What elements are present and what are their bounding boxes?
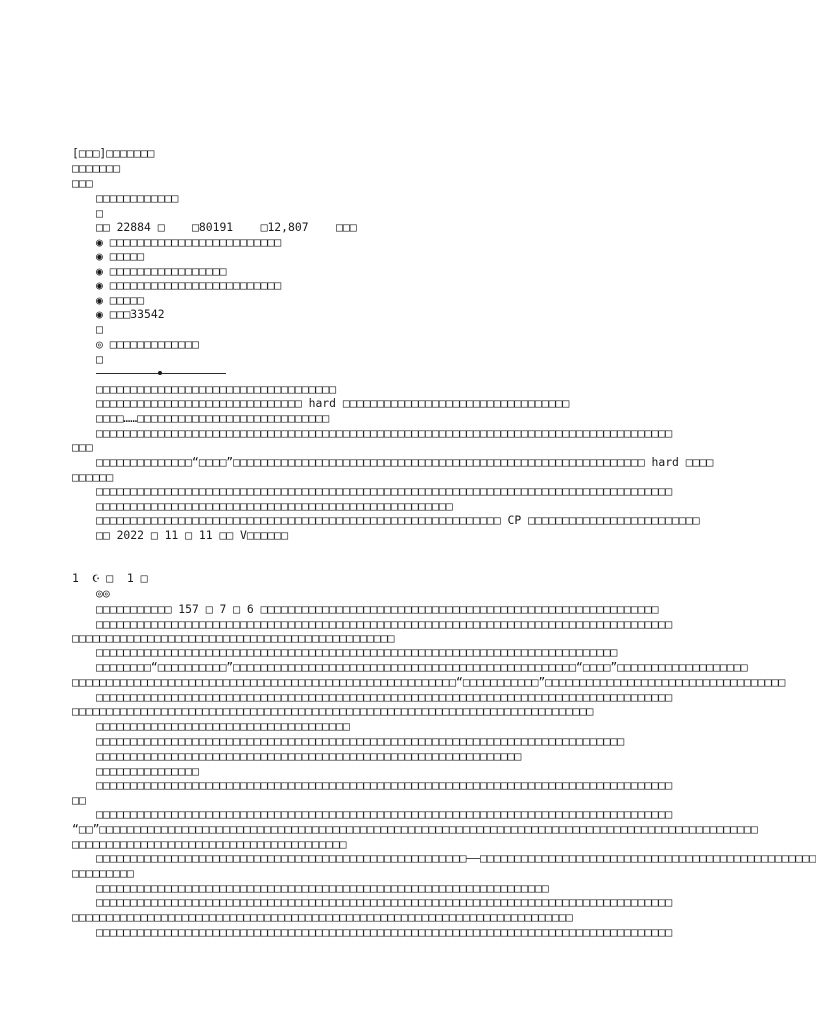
info-bullet: ◉ □□□□□□□□□□□□□□□□□□□□□□□□□	[96, 235, 282, 249]
chapter-line: □□□□□□□□□□□□□□□□□□□□□□□□□□□□□□□□□□□□□□□□□□□□□□□□□□□□□□□□□□□□□□□□□□□□□□□□□□□□□□□□□□□□	[96, 617, 673, 631]
chapter-line: □□□□□□□□□□□□□□□□□□□□□□□□□□□□□□□□□□□□□□□□□□□□□□□□□□□□□□□□□□□□□□	[96, 749, 522, 763]
chapter-line: □□□□□□□□□□□□□□□□□□□□□□□□□□□□□□□□□□□□□□□□□□□□□□□	[72, 631, 395, 645]
chapter-line: □□□□□□□□□□□□□□□□□□□□□□□□□□□□□□□□□□□□□	[96, 719, 350, 733]
info-bullet: ◉ □□□33542	[96, 307, 165, 321]
chapter-heading: 1 ☪ □ 1 □	[72, 571, 148, 585]
intro-line: □□□□□□□□□□□□□□□□□□□□□□□□□□□□□□□□□□□□□□□□□□□□□□□□□□□□	[96, 499, 453, 513]
info-bullet: ◉ □□□□□□□□□□□□□□□□□□□□□□□□□	[96, 278, 282, 292]
chapter-line: □□□□□□□□□□□□□□□□□□□□□□□□□□□□□□□□□□□□□□□□	[72, 837, 347, 851]
info-bullet: ◉ □□□□□□□□□□□□□□□□□	[96, 264, 227, 278]
chapter-line: □□□□□□□□□□□□□□□□□□□□□□□□□□□□□□□□□□□□□□□□□□□□□□□□□□□□□□□□□□□□□□□□□□□□□□□□□□□□	[72, 704, 594, 718]
intro-line: □□□□□□□□□□□□□□□□□□□□□□□□□□□□□□□□□□□□□□□□□□□□□□□□□□□□□□□□□□□ CP □□□□□□□□□□□□□□□□□□□□□□□□□	[96, 513, 700, 527]
info-bullet: ◉ □□□□□	[96, 293, 145, 307]
intro-line: □□□□□□□□□□□□□□□□□□□□□□□□□□□□□□ hard □□□□□□□□□□□□□□□□□□□□□□□□□□□□□□□□□	[96, 396, 570, 410]
chapter-line: □□□□□□□□□□□□□□□□□□□□□□□□□□□□□□□□□□□□□□□□□□□□□□□□□□□□□□□□□□□□□□□□□□□□□□□□□□□□□□□□□□□□	[96, 895, 673, 909]
intro-line: □□□□……□□□□□□□□□□□□□□□□□□□□□□□□□□□□	[96, 411, 330, 425]
chapter-line: □□□□□□□□□□□□□□□□□□□□□□□□□□□□□□□□□□□□□□□□□□□□□□□□□□□□□□□□□□□□□□□□□□	[96, 881, 549, 895]
chapter-line: □□□□□□□□□□□□□□□□□□□□□□□□□□□□□□□□□□□□□□□□□□□□□□□□□□□□□□□□□□□□□□□□□□□□□□□□□□□□□□□□□□□□	[96, 925, 673, 939]
chapter-line: □□□□□□□□□□□ 157 □ 7 □ 6 □□□□□□□□□□□□□□□□□□□□□□□□□□□□□□□□□□□□□□□□□□□□□□□□□□□□□□□□□□	[96, 602, 659, 616]
intro-line: □□□	[72, 440, 93, 454]
chapter-line: □□□□□□□□□□□□□□□	[96, 764, 199, 778]
info-blank: □	[96, 352, 103, 366]
chapter-line: □□	[72, 793, 86, 807]
chapter-line: □□□□□□□□□□□□□□□□□□□□□□□□□□□□□□□□□□□□□□□□□□□□□□□□□□□□□□□□□□□□□□□□□□□□□□□□□□□□□□□□□□□□	[96, 778, 673, 792]
info-line: □□□□□□□□□□□□	[96, 191, 179, 205]
intro-line: □□□□□□□□□□□□□□□□□□□□□□□□□□□□□□□□□□□	[96, 382, 337, 396]
chapter-line: “□□”□□□□□□□□□□□□□□□□□□□□□□□□□□□□□□□□□□□□□□□□□□□□□□□□□□□□□□□□□□□□□□□□□□□□□□□□□□□□□□□□□□□□□□□□□□□□□□□□	[72, 822, 758, 836]
circle-note: ◎ □□□□□□□□□□□□□	[96, 337, 199, 351]
doc-author-line: □□□	[72, 176, 93, 190]
divider-dot	[158, 371, 162, 375]
doc-title: [□□□]□□□□□□□	[72, 146, 155, 160]
chapter-line: □□□□□□□□□□□□□□□□□□□□□□□□□□□□□□□□□□□□□□□□□□□□□□□□□□□□□□□□“□□□□□□□□□□□”□□□□□□□□□□□□□□□□□□□□□□□□□□□□□□□□□□□	[72, 675, 786, 689]
info-bullet: ◉ □□□□□	[96, 249, 145, 263]
intro-line: □□□□□□	[72, 470, 114, 484]
intro-line: □□□□□□□□□□□□□□□□□□□□□□□□□□□□□□□□□□□□□□□□□□□□□□□□□□□□□□□□□□□□□□□□□□□□□□□□□□□□□□□□□□□□	[96, 484, 673, 498]
chapter-line: □□□□□□□□□	[72, 866, 134, 880]
chapter-mark: ◎◎	[96, 586, 110, 600]
chapter-line: □□□□□□□□□□□□□□□□□□□□□□□□□□□□□□□□□□□□□□□□□□□□□□□□□□□□□□□□□□□□□□□□□□□□□□□□□□□□□	[96, 734, 625, 748]
info-blank: □	[96, 322, 103, 336]
chapter-line: □□□□□□□□□□□□□□□□□□□□□□□□□□□□□□□□□□□□□□□□□□□□□□□□□□□□□□□□□□□□□□□□□□□□□□□□□□□□□□□□□□□□	[96, 807, 673, 821]
chapter-line: □□□□□□□□□□□□□□□□□□□□□□□□□□□□□□□□□□□□□□□□□□□□□□□□□□□□□□□□□□□□□□□□□□□□□□□□□□□□□□□□□□□□	[96, 690, 673, 704]
chapter-line: □□□□□□□□□□□□□□□□□□□□□□□□□□□□□□□□□□□□□□□□□□□□□□□□□□□□□□□□□□□□□□□□□□□□□□□□□	[72, 910, 573, 924]
chapter-line: □□□□□□□□□□□□□□□□□□□□□□□□□□□□□□□□□□□□□□□□□□□□□□□□□□□□□□——□□□□□□□□□□□□□□□□□□□□□□□□□□□□□□□□□□□□□□□□□□□□□□□□□	[96, 851, 816, 865]
chapter-line: □□□□□□□□“□□□□□□□□□□”□□□□□□□□□□□□□□□□□□□□□□□□□□□□□□□□□□□□□□□□□□□□□□□□□□“□□□□”□□□□□□□□□□□□□□□□□□□	[96, 660, 748, 674]
intro-line: □□□□□□□□□□□□□□□□□□□□□□□□□□□□□□□□□□□□□□□□□□□□□□□□□□□□□□□□□□□□□□□□□□□□□□□□□□□□□□□□□□□□	[96, 426, 673, 440]
chapter-line: □□□□□□□□□□□□□□□□□□□□□□□□□□□□□□□□□□□□□□□□□□□□□□□□□□□□□□□□□□□□□□□□□□□□□□□□□□□□	[96, 645, 618, 659]
info-blank: □	[96, 206, 103, 220]
stats-line: □□ 22884 □ □80191 □12,807 □□□	[96, 220, 357, 234]
intro-line: □□□□□□□□□□□□□□“□□□□”□□□□□□□□□□□□□□□□□□□□□□□□□□□□□□□□□□□□□□□□□□□□□□□□□□□□□□□□□□□□ hard □□□□	[96, 455, 714, 469]
update-date-line: □□ 2022 □ 11 □ 11 □□ V□□□□□□	[96, 528, 289, 542]
doc-subtitle: □□□□□□□	[72, 161, 121, 175]
